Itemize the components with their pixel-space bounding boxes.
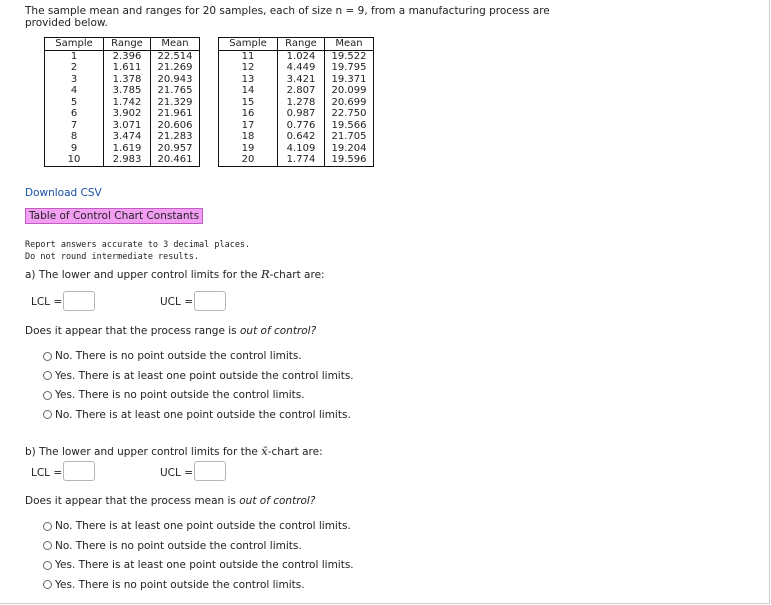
cell-sample: 17 — [219, 120, 278, 132]
cell-mean: 20.957 — [151, 143, 200, 155]
cell-range: 1.278 — [278, 97, 325, 109]
cell-range: 3.902 — [104, 108, 151, 120]
part-b-question — [25, 495, 315, 507]
part-a-ucl-label: UCL = — [160, 296, 194, 308]
cell-mean: 21.329 — [151, 97, 200, 109]
cell-sample: 1 — [45, 50, 104, 62]
table-row — [219, 85, 374, 97]
part-b-option-4[interactable] — [43, 579, 305, 591]
table-row — [219, 154, 374, 166]
cell-range: 1.024 — [278, 50, 325, 62]
part-a-ucl-input[interactable] — [194, 291, 226, 311]
cell-mean: 19.795 — [325, 62, 374, 74]
option-label: Yes. There is at least one point outside the control limits. — [55, 559, 354, 571]
cell-sample: 8 — [45, 131, 104, 143]
part-b-lcl-label: LCL = — [31, 467, 63, 479]
table-row — [219, 74, 374, 86]
part-b-ucl-input[interactable] — [194, 461, 226, 481]
table-row — [45, 154, 200, 166]
part-b-option-1[interactable] — [43, 520, 351, 532]
header-sample: Sample — [45, 38, 104, 51]
cell-range: 2.807 — [278, 85, 325, 97]
cell-range: 1.619 — [104, 143, 151, 155]
cell-mean: 19.204 — [325, 143, 374, 155]
part-a-prompt-suffix: -chart are: — [269, 269, 325, 281]
table-row — [219, 120, 374, 132]
cell-sample: 18 — [219, 131, 278, 143]
table-row — [45, 120, 200, 132]
cell-mean: 21.283 — [151, 131, 200, 143]
part-b-option-3[interactable] — [43, 559, 354, 571]
cell-sample: 7 — [45, 120, 104, 132]
part-a-prompt — [25, 267, 325, 281]
cell-sample: 12 — [219, 62, 278, 74]
cell-range: 0.776 — [278, 120, 325, 132]
table-row — [45, 74, 200, 86]
cell-range: 1.742 — [104, 97, 151, 109]
cell-mean: 20.606 — [151, 120, 200, 132]
instruction-no-rounding: Do not round intermediate results. — [25, 252, 199, 262]
part-a-option-4[interactable] — [43, 409, 351, 421]
part-a-question-prefix: Does it appear that the process range is — [25, 325, 240, 337]
option-label: No. There is no point outside the control limits. — [55, 350, 302, 362]
cell-sample: 15 — [219, 97, 278, 109]
option-label: Yes. There is at least one point outside the control limits. — [55, 369, 354, 382]
header-range: Range — [104, 38, 151, 51]
control-chart-constants-button[interactable]: Table of Control Chart Constants — [25, 208, 203, 224]
cell-sample: 9 — [45, 143, 104, 155]
radio-button-icon[interactable] — [43, 541, 52, 550]
radio-button-icon[interactable] — [43, 371, 52, 380]
table-row — [45, 85, 200, 97]
cell-mean: 21.961 — [151, 108, 200, 120]
table-row — [219, 108, 374, 120]
cell-mean: 20.943 — [151, 74, 200, 86]
table-header-row — [219, 38, 374, 51]
table-row — [45, 143, 200, 155]
header-sample: Sample — [219, 38, 278, 51]
part-a-prompt-prefix: a) The lower and upper control limits for the — [25, 269, 261, 281]
radio-button-icon[interactable] — [43, 561, 52, 570]
table-row — [45, 62, 200, 74]
option-label: Yes. There is no point outside the control limits. — [55, 389, 305, 401]
radio-button-icon[interactable] — [43, 352, 52, 361]
radio-button-icon[interactable] — [43, 410, 52, 419]
cell-mean: 20.099 — [325, 85, 374, 97]
cell-range: 0.642 — [278, 131, 325, 143]
cell-mean: 20.699 — [325, 97, 374, 109]
part-a-option-2[interactable] — [43, 370, 354, 382]
cell-range: 3.421 — [278, 74, 325, 86]
cell-mean: 19.371 — [325, 74, 374, 86]
cell-sample: 19 — [219, 143, 278, 155]
option-label: Yes. There is no point outside the control limits. — [55, 578, 305, 591]
cell-mean: 19.566 — [325, 120, 374, 132]
cell-sample: 20 — [219, 154, 278, 166]
data-table-left — [44, 37, 200, 167]
part-b-question-prefix: Does it appear that the process mean is — [25, 495, 240, 507]
table-row — [45, 108, 200, 120]
table-header-row — [45, 38, 200, 51]
header-range: Range — [278, 38, 325, 51]
part-b-question-italic: out of control? — [239, 495, 316, 507]
table-row — [45, 50, 200, 62]
cell-mean: 19.596 — [325, 154, 374, 166]
part-a-option-1[interactable] — [43, 350, 302, 362]
cell-sample: 6 — [45, 108, 104, 120]
cell-mean: 19.522 — [325, 50, 374, 62]
radio-button-icon[interactable] — [43, 580, 52, 589]
cell-sample: 10 — [45, 154, 104, 166]
radio-button-icon[interactable] — [43, 522, 52, 531]
cell-range: 0.987 — [278, 108, 325, 120]
part-b-prompt-prefix: b) The lower and upper control limits for the — [25, 446, 262, 458]
cell-sample: 16 — [219, 108, 278, 120]
cell-range: 4.449 — [278, 62, 325, 74]
cell-range: 2.983 — [104, 154, 151, 166]
option-label: No. There is at least one point outside the control limits. — [55, 520, 351, 532]
cell-range: 2.396 — [104, 50, 151, 62]
cell-sample: 3 — [45, 74, 104, 86]
option-label: No. There is at least one point outside the control limits. — [55, 408, 351, 421]
cell-range: 1.378 — [104, 74, 151, 86]
header-mean: Mean — [325, 38, 374, 51]
data-table-right — [218, 37, 374, 167]
part-a-lcl-input[interactable] — [63, 291, 95, 311]
download-csv-link[interactable]: Download CSV — [25, 187, 102, 199]
cell-range: 4.109 — [278, 143, 325, 155]
table-row — [219, 97, 374, 109]
part-b-lcl-input[interactable] — [63, 461, 95, 481]
part-a-question-italic: out of control? — [239, 325, 317, 337]
table-row — [219, 62, 374, 74]
table-row — [219, 50, 374, 62]
table-row — [45, 97, 200, 109]
radio-button-icon[interactable] — [43, 391, 52, 400]
part-b-ucl-label: UCL = — [160, 467, 194, 479]
cell-mean: 20.461 — [151, 154, 200, 166]
cell-sample: 14 — [219, 85, 278, 97]
option-label: No. There is no point outside the control limits. — [55, 539, 302, 552]
cell-mean: 22.514 — [151, 50, 200, 62]
part-b-prompt-suffix: -chart are: — [267, 446, 323, 458]
instruction-precision: Report answers accurate to 3 decimal places. — [25, 240, 251, 250]
part-b-variable: x̄ — [261, 444, 268, 458]
cell-range: 1.611 — [104, 62, 151, 74]
cell-sample: 11 — [219, 50, 278, 62]
table-row — [45, 131, 200, 143]
cell-mean: 21.765 — [151, 85, 200, 97]
cell-mean: 22.750 — [325, 108, 374, 120]
table-row — [219, 143, 374, 155]
part-a-question — [25, 325, 316, 337]
part-b-option-2[interactable] — [43, 540, 302, 552]
header-mean: Mean — [151, 38, 200, 51]
cell-mean: 21.705 — [325, 131, 374, 143]
part-a-lcl-label: LCL = — [31, 296, 63, 308]
cell-mean: 21.269 — [151, 62, 200, 74]
cell-sample: 13 — [219, 74, 278, 86]
part-a-option-3[interactable] — [43, 389, 305, 401]
cell-sample: 2 — [45, 62, 104, 74]
cell-sample: 5 — [45, 97, 104, 109]
cell-range: 3.071 — [104, 120, 151, 132]
table-row — [219, 131, 374, 143]
part-b-prompt — [25, 444, 323, 458]
cell-range: 1.774 — [278, 154, 325, 166]
cell-sample: 4 — [45, 85, 104, 97]
part-a-variable: R — [260, 267, 270, 281]
cell-range: 3.785 — [104, 85, 151, 97]
problem-intro: The sample mean and ranges for 20 samples, each of size n = 9, from a manufacturing process are provided below. — [25, 5, 550, 29]
cell-range: 3.474 — [104, 131, 151, 143]
